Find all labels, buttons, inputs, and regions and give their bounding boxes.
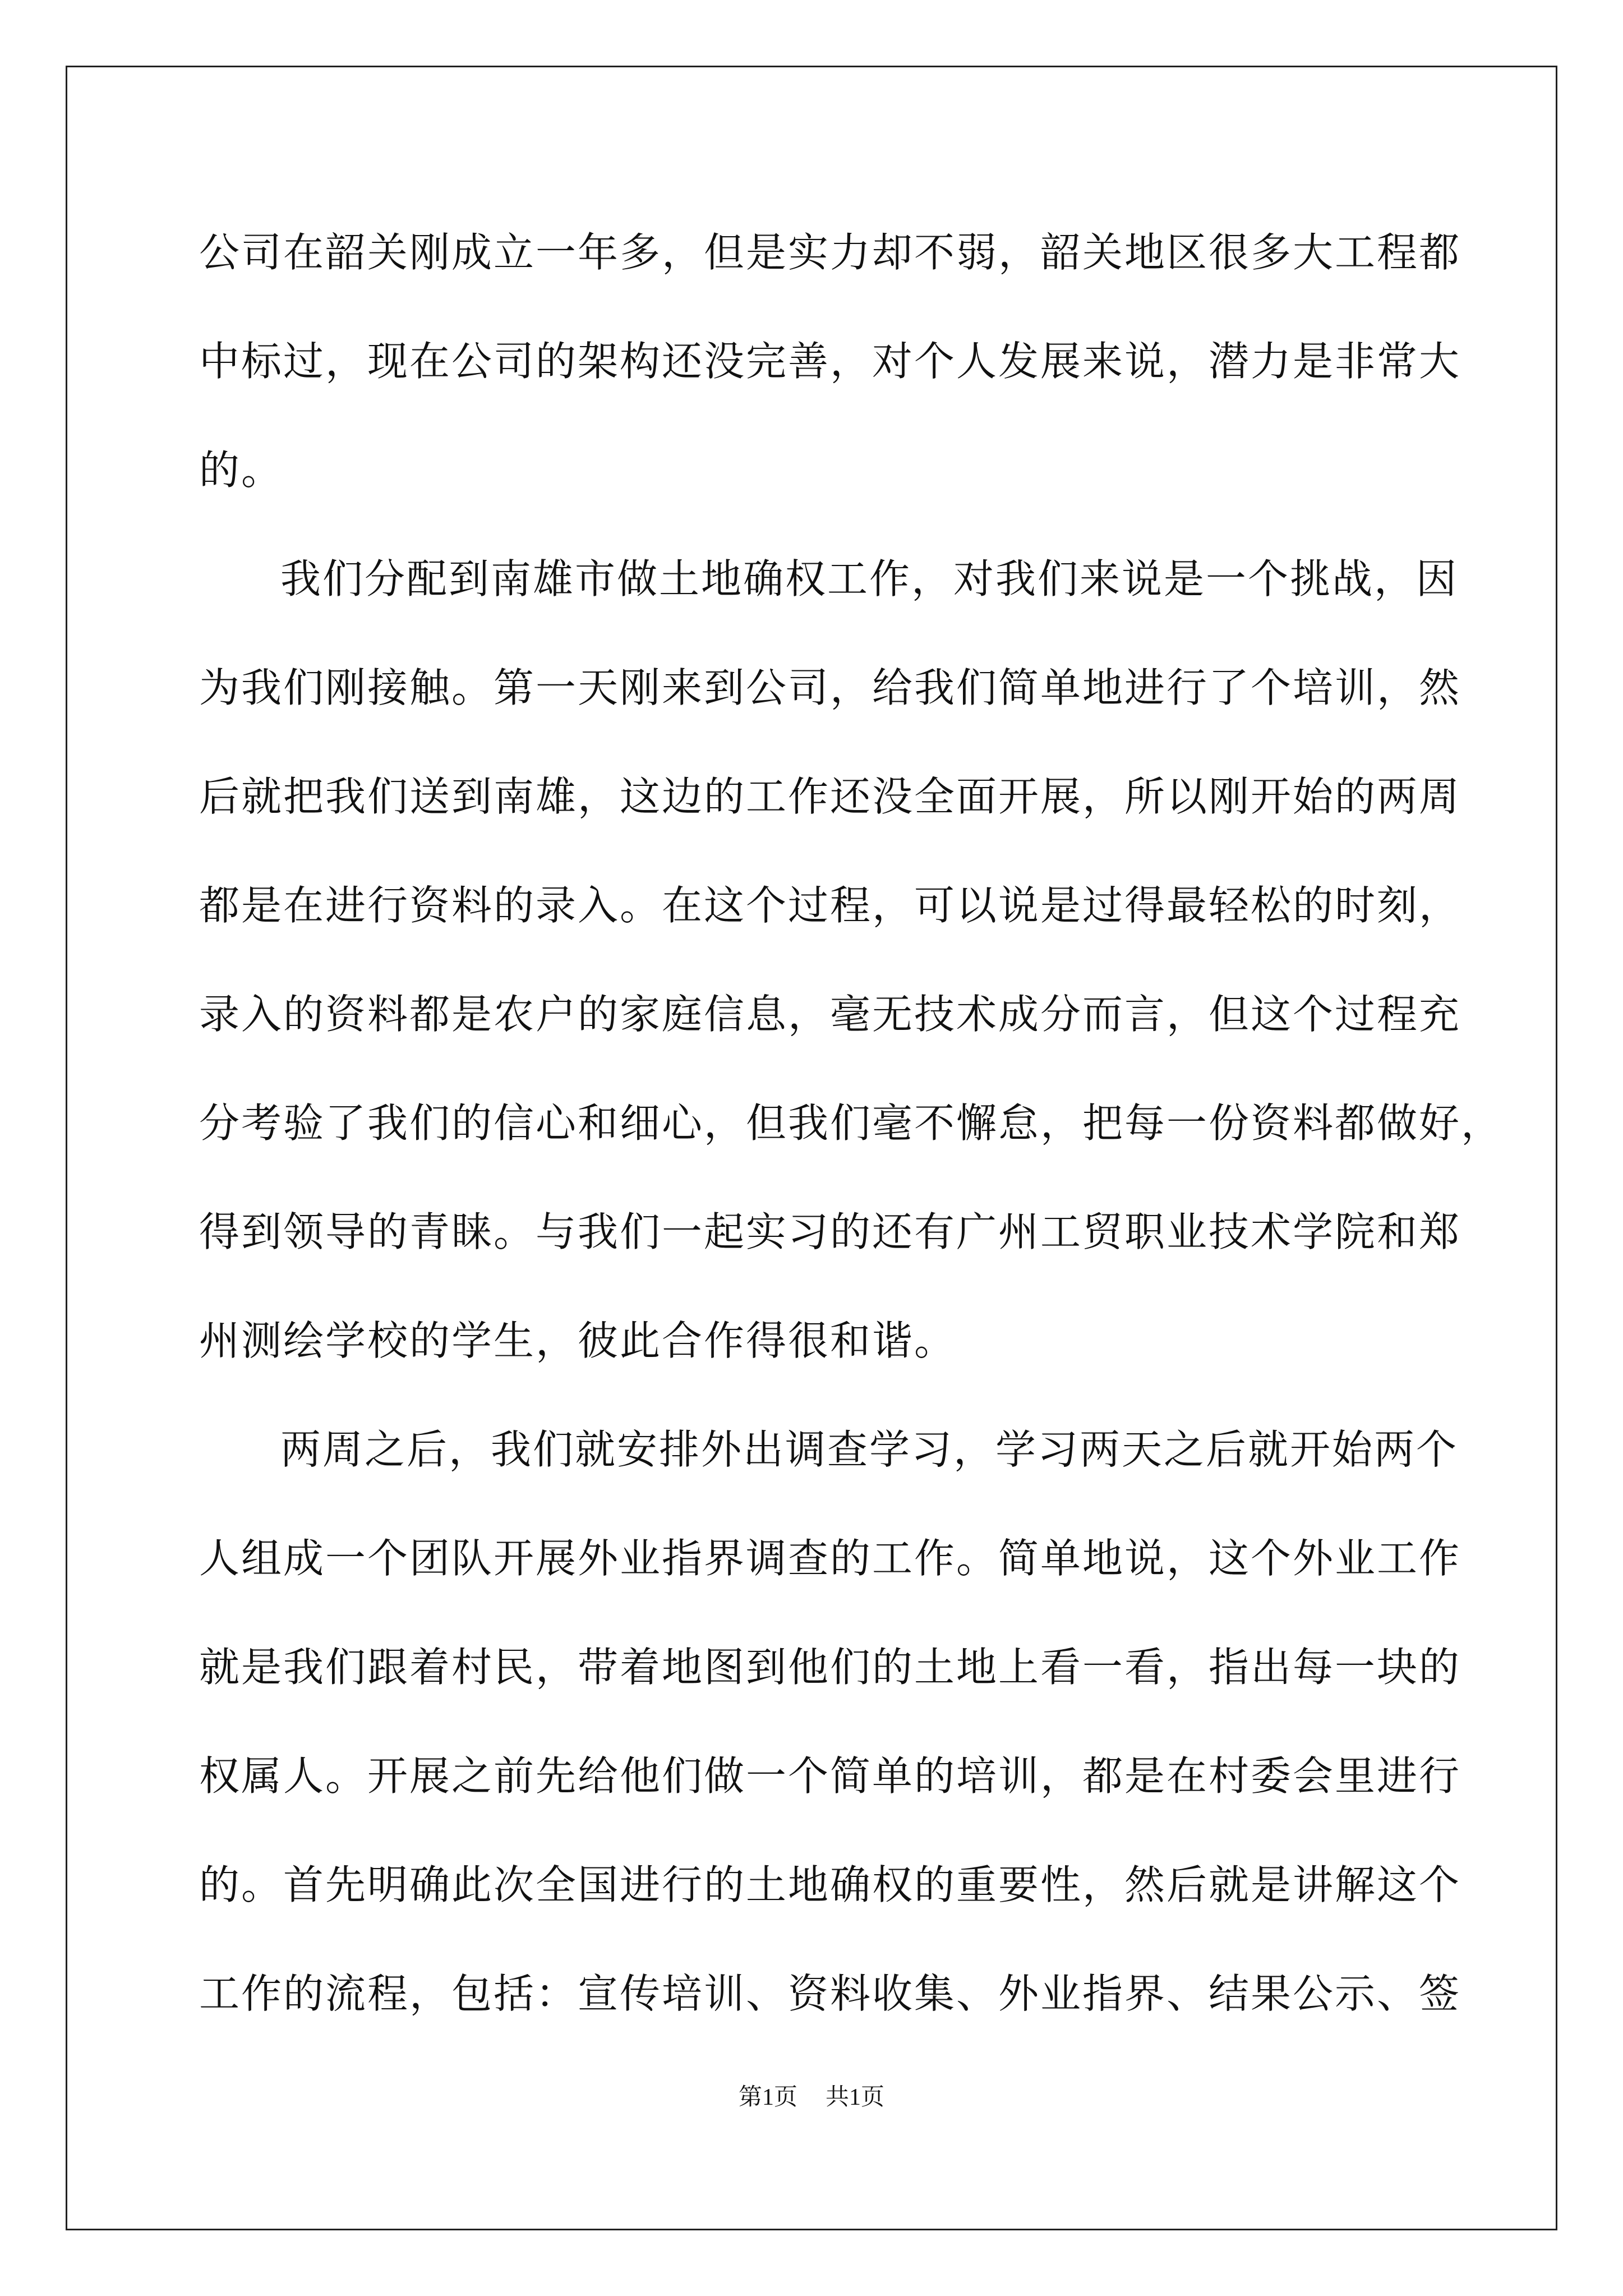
paragraph-first-line: 两周之后，我们就安排外出调查学习，学习两天之后就开始两个 — [280, 1426, 1459, 1473]
text-line: 工作的流程，包括：宣传培训、资料收集、外业指界、结果公示、签 — [199, 1970, 1461, 2017]
text-line: 就是我们跟着村民，带着地图到他们的土地上看一看，指出每一块的 — [199, 1644, 1461, 1691]
document-body — [199, 216, 1504, 2066]
text-line: 中标过，现在公司的架构还没完善，对个人发展来说，潜力是非常大 — [199, 338, 1461, 385]
text-line: 分考验了我们的信心和细心，但我们毫不懈怠，把每一份资料都做好， — [199, 1099, 1504, 1147]
text-line: 州测绘学校的学生，彼此合作得很和谐。 — [199, 1317, 957, 1364]
text-line: 人组成一个团队开展外业指界调查的工作。简单地说，这个外业工作 — [199, 1535, 1461, 1582]
text-line: 的。首先明确此次全国进行的土地确权的重要性，然后就是讲解这个 — [199, 1861, 1461, 1908]
text-line: 得到领导的青睐。与我们一起实习的还有广州工贸职业技术学院和郑 — [199, 1208, 1461, 1255]
page-number-current: 第1页 — [738, 2085, 797, 2110]
page-footer — [0, 2078, 1623, 2112]
text-line: 后就把我们送到南雄，这边的工作还没全面开展，所以刚开始的两周 — [199, 773, 1461, 820]
text-line: 公司在韶关刚成立一年多，但是实力却不弱，韶关地区很多大工程都 — [199, 229, 1461, 276]
text-line: 录入的资料都是农户的家庭信息，毫无技术成分而言，但这个过程充 — [199, 991, 1461, 1038]
text-line: 都是在进行资料的录入。在这个过程，可以说是过得最轻松的时刻， — [199, 882, 1461, 929]
text-line: 的。 — [199, 447, 284, 494]
text-line: 为我们刚接触。第一天刚来到公司，给我们简单地进行了个培训，然 — [199, 664, 1461, 711]
text-line: 权属人。开展之前先给他们做一个简单的培训，都是在村委会里进行 — [199, 1752, 1461, 1800]
page-number-total: 共1页 — [826, 2085, 885, 2110]
paragraph-first-line: 我们分配到南雄市做土地确权工作，对我们来说是一个挑战，因 — [280, 555, 1459, 602]
